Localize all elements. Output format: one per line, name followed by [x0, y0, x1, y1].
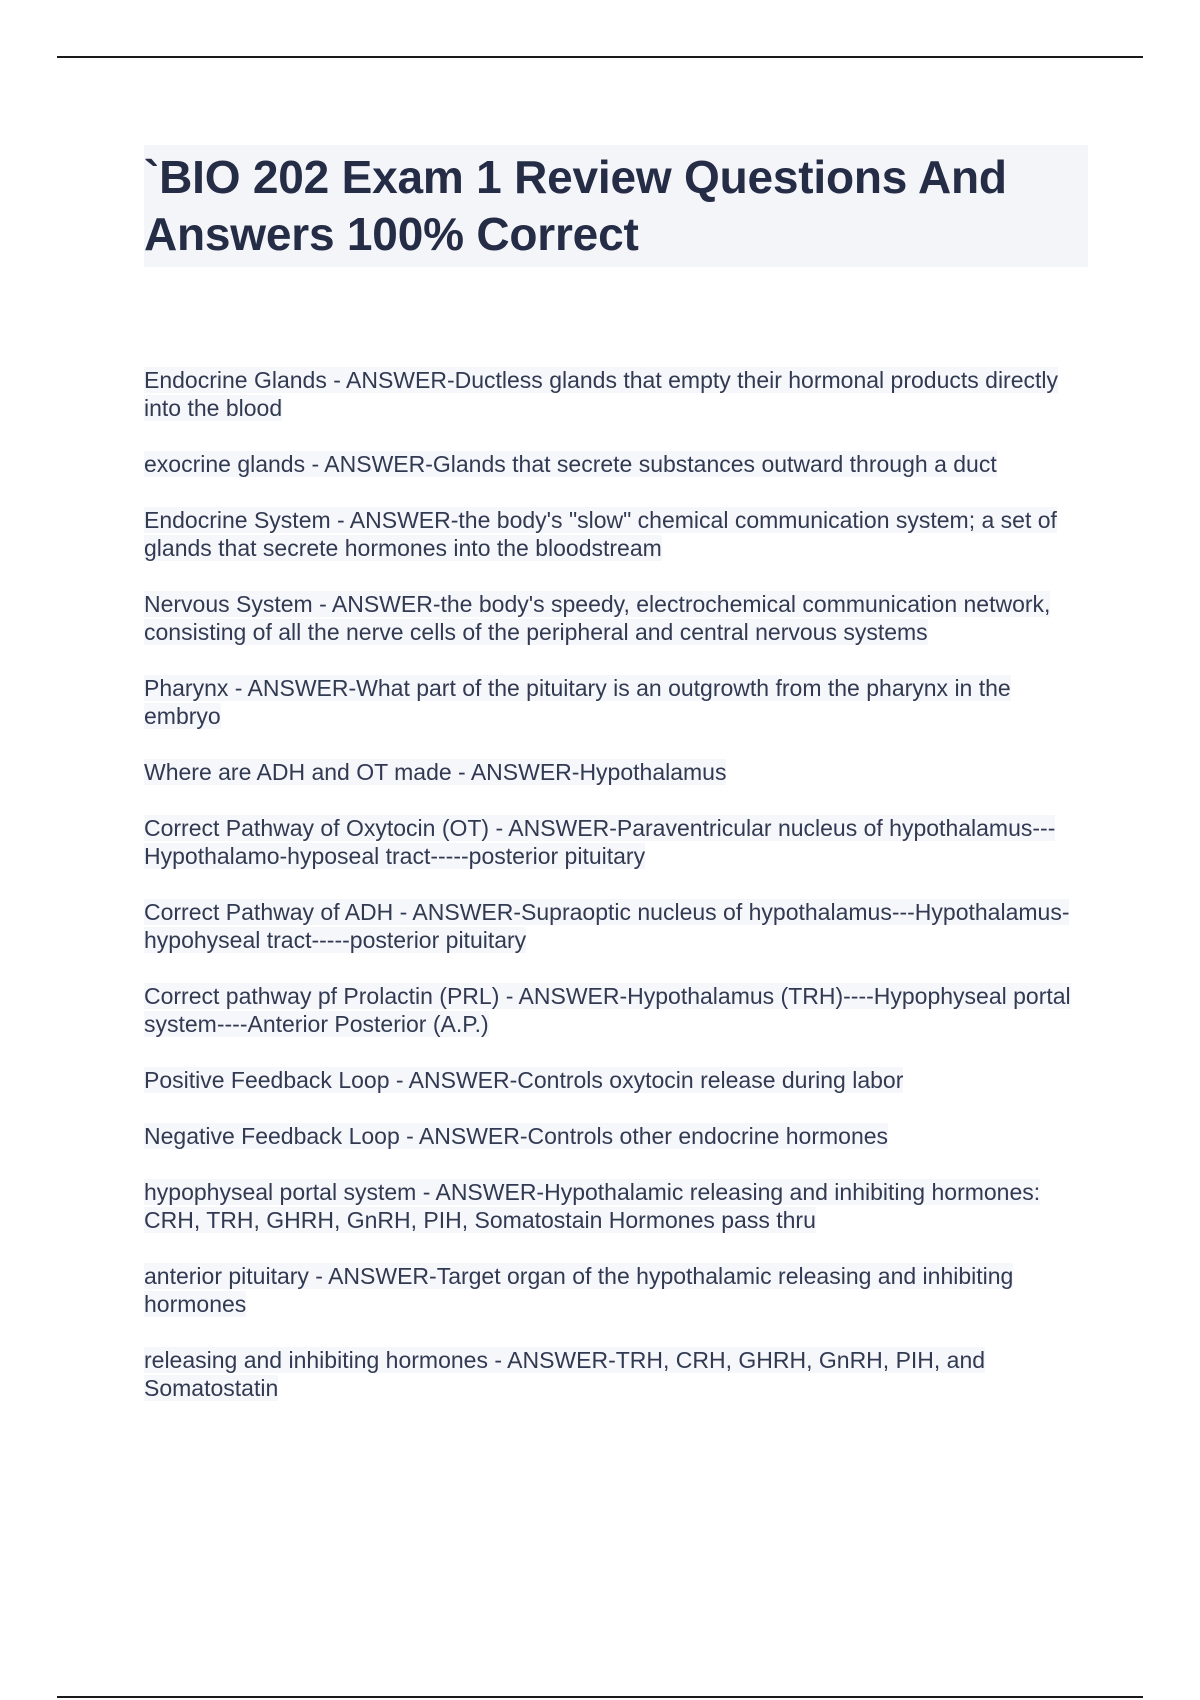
qa-item — [144, 1066, 1088, 1094]
qa-item-text: Where are ADH and OT made - ANSWER-Hypothalamus — [144, 759, 727, 785]
qa-item-text: Correct pathway pf Prolactin (PRL) - ANSWER-Hypothalamus (TRH)----Hypophyseal portal system----Anterior Posterior (A.P.) — [144, 983, 1071, 1037]
qa-item — [144, 982, 1088, 1038]
qa-item-text: Endocrine System - ANSWER-the body's "slow" chemical communication system; a set of glands that secrete hormones into the bloodstream — [144, 507, 1057, 561]
qa-item-text: hypophyseal portal system - ANSWER-Hypothalamic releasing and inhibiting hormones: CRH, TRH, GHRH, GnRH, PIH, Somatostain Hormones pass thru — [144, 1179, 1041, 1233]
qa-item-text: Positive Feedback Loop - ANSWER-Controls oxytocin release during labor — [144, 1067, 904, 1093]
header-rule — [57, 56, 1143, 58]
footer-rule — [57, 1696, 1143, 1698]
qa-list — [144, 366, 1088, 1430]
qa-item — [144, 758, 1088, 786]
title-block — [144, 145, 1088, 267]
qa-item — [144, 814, 1088, 870]
qa-item — [144, 1346, 1088, 1402]
qa-item-text: Correct Pathway of Oxytocin (OT) - ANSWER-Paraventricular nucleus of hypothalamus---Hypothalamo-hyposeal tract-----posterior pituitary — [144, 815, 1056, 869]
qa-item-text: releasing and inhibiting hormones - ANSWER-TRH, CRH, GHRH, GnRH, PIH, and Somatostatin — [144, 1347, 986, 1401]
qa-item — [144, 506, 1088, 562]
qa-item — [144, 674, 1088, 730]
qa-item-text: Pharynx - ANSWER-What part of the pituitary is an outgrowth from the pharynx in the embryo — [144, 675, 1011, 729]
qa-item-text: exocrine glands - ANSWER-Glands that secrete substances outward through a duct — [144, 451, 997, 477]
qa-item — [144, 590, 1088, 646]
qa-item — [144, 366, 1088, 422]
qa-item-text: Endocrine Glands - ANSWER-Ductless glands that empty their hormonal products directly into the blood — [144, 367, 1059, 421]
qa-item-text: Correct Pathway of ADH - ANSWER-Supraoptic nucleus of hypothalamus---Hypothalamus-hypohyseal tract-----posterior pituitary — [144, 899, 1070, 953]
qa-item — [144, 1178, 1088, 1234]
qa-item — [144, 1262, 1088, 1318]
qa-item — [144, 1122, 1088, 1150]
qa-item — [144, 450, 1088, 478]
qa-item-text: Negative Feedback Loop - ANSWER-Controls other endocrine hormones — [144, 1123, 889, 1149]
document-title: `BIO 202 Exam 1 Review Questions And Answers 100% Correct — [144, 151, 1007, 260]
qa-item-text: anterior pituitary - ANSWER-Target organ of the hypothalamic releasing and inhibiting hormones — [144, 1263, 1014, 1317]
qa-item — [144, 898, 1088, 954]
qa-item-text: Nervous System - ANSWER-the body's speedy, electrochemical communication network, consisting of all the nerve cells of the peripheral and central nervous systems — [144, 591, 1051, 645]
